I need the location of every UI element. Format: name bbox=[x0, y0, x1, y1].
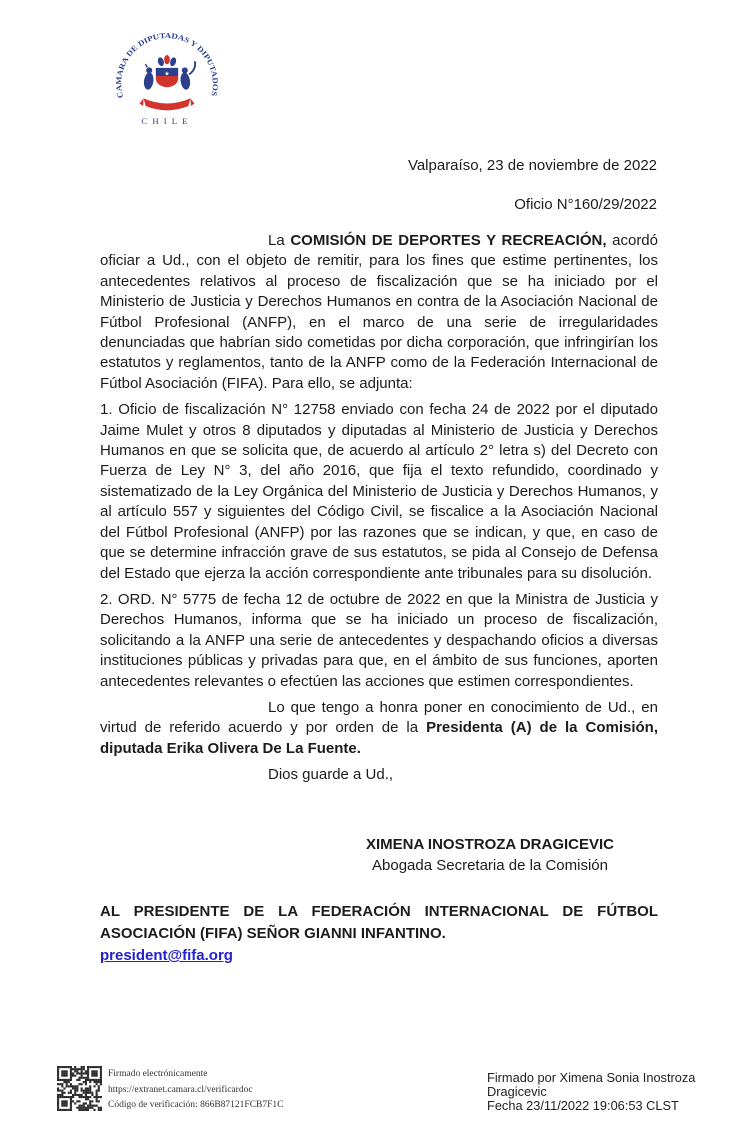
attachment-item-2: 2. ORD. N° 5775 de fecha 12 de octubre de 2022 en que la Ministra de Justicia y Derechos Humanos, informa que se ha iniciado un proceso de fiscalización, solicitando a la ANFP una serie de antecedentes y despachando oficios a diversas instituciones públicas y privadas para que, en el ámbito de sus funciones, aporten antecedentes relevantes o efectúen las acciones que estimen correspondientes. bbox=[100, 590, 658, 690]
addressee-email-link[interactable]: president@fifa.org bbox=[100, 947, 233, 964]
seal-circular-text: CAMARA DE DIPUTADAS Y DIPUTADOS bbox=[114, 30, 220, 100]
opening-post: acordó oficiar a Ud., con el objeto de remitir, para los fines que estime pertinentes, los antecedentes relativos al proceso de fiscalización que se ha iniciado por el Ministerio de Justicia y Derechos Humanos en contra de la Asociación Nacional de Fútbol Profesional (ANFP), en el marco de una serie de irregularidades denunciadas que habrían sido cometidas por dicha corporación, que infringirían los estatutos y reglamentos, tanto de la ANFP como de la Federación Internacional de Fútbol Asociación (FIFA). Para ello, se adjunta: bbox=[100, 232, 658, 392]
secretary-title: Abogada Secretaria de la Comisión bbox=[372, 857, 608, 874]
verification-text bbox=[108, 1066, 283, 1114]
chamber-of-deputies-seal bbox=[110, 26, 224, 130]
opening-pre: La bbox=[268, 232, 291, 249]
verification-stamp bbox=[57, 1066, 283, 1114]
verification-url: https://extranet.camara.cl/verificardoc bbox=[108, 1084, 253, 1095]
commission-name: COMISIÓN DE DEPORTES Y RECREACIÓN, bbox=[290, 232, 607, 249]
secretary-name: XIMENA INOSTROZA DRAGICEVIC bbox=[365, 836, 615, 853]
signed-electronically-label: Firmado electrónicamente bbox=[108, 1069, 208, 1079]
signed-by-line: Firmado por Ximena Sonia Inostroza Dragicevic bbox=[487, 1070, 696, 1099]
svg-text:CAMARA DE DIPUTADAS Y DIPUTADO bbox=[114, 31, 220, 99]
chile-shield-icon bbox=[156, 68, 178, 87]
star-icon: ★ bbox=[164, 70, 170, 78]
closing-pre: Lo que tengo a honra poner en conocimiento de Ud., en virtud de referido acuerdo y por orden de la bbox=[100, 698, 658, 737]
seal-country-text: CHILE bbox=[141, 115, 193, 126]
attachment-item-1: 1. Oficio de fiscalización N° 12758 enviado con fecha 24 de 2022 por el diputado Jaime Mulet y otros 8 diputados y diputadas al Ministerio de Justicia y Derechos Humanos en que se solicita que, de acuerdo al artículo 2° letra s) del Decreto con Fuerza de Ley N° 3, del año 2016, que fija el texto refundido, coordinado y sistematizado de la Ley Orgánica del Ministerio de Justicia y Derechos Humanos, y al artículo 557 y siguientes del Código Civil, se fiscalice a la Asociación Nacional del Fútbol Profesional (ANFP) por las razones que se indican, y que, en caso de que se determine infracción grave de sus estatutos, se pida al Consejo de Defensa del Estado que ejerza la acción correspondiente ante tribunales para su disolución. bbox=[100, 401, 658, 582]
addressee-block bbox=[100, 901, 658, 967]
huemul-icon bbox=[143, 64, 155, 91]
president-reference: Presidenta (A) de la Comisión, diputada Erika Olivera De La Fuente. bbox=[100, 719, 658, 757]
qr-code-pattern bbox=[57, 1066, 102, 1111]
addressee-line: AL PRESIDENTE DE LA FEDERACIÓN INTERNACIONAL DE FÚTBOL ASOCIACIÓN (FIFA) SEÑOR GIANNI INFANTINO. bbox=[100, 903, 658, 942]
closing-paragraph bbox=[100, 698, 658, 759]
oficio-number: Oficio N°160/29/2022 bbox=[514, 196, 657, 213]
salutation: Dios guarde a Ud., bbox=[268, 766, 394, 784]
signer-stamp bbox=[487, 1071, 737, 1112]
signed-date-line: Fecha 23/11/2022 19:06:53 CLST bbox=[487, 1097, 679, 1113]
letter-body bbox=[100, 231, 658, 792]
motto-ribbon-icon bbox=[144, 98, 191, 110]
condor-icon bbox=[179, 61, 196, 91]
signature-block bbox=[322, 834, 658, 876]
crest-plume-icon bbox=[157, 55, 177, 67]
verification-code: Código de verificación: 866B87121FCB7F1C bbox=[108, 1100, 284, 1110]
place-date: Valparaíso, 23 de noviembre de 2022 bbox=[407, 157, 657, 174]
qr-code bbox=[57, 1066, 102, 1111]
opening-paragraph bbox=[100, 231, 658, 394]
